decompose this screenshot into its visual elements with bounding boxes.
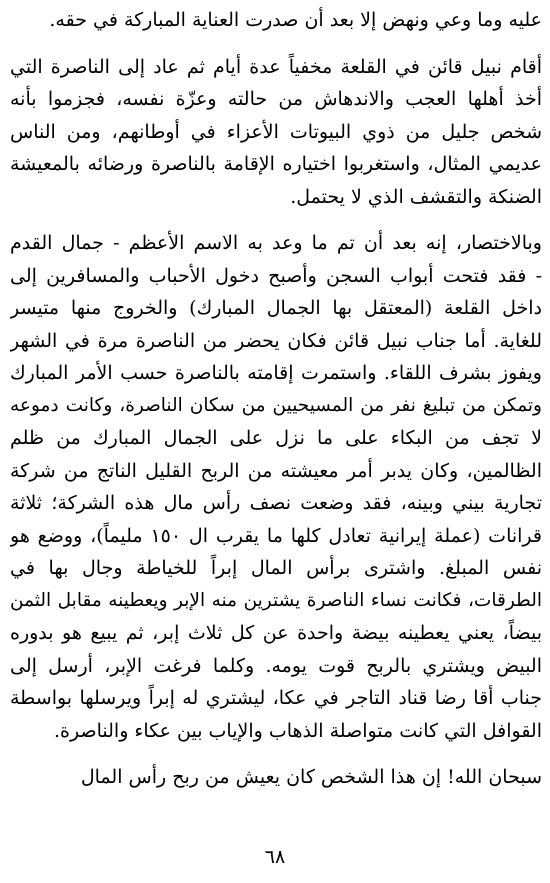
text-line: داخل القلعة (المعتقل بها الجمال المبارك) والخروج منها متيسر — [10, 297, 542, 319]
page-number: ٦٨ — [264, 846, 286, 868]
paragraph-spacer — [10, 213, 542, 227]
text-line: الظالمين، وكان يدبر أمر معيشته من الربح القليل الناتج من شركة — [10, 459, 542, 482]
text-line: جناب أقا رضا قناد التاجر في عكا، ليشتري له إبراً ويرسلها بواسطة — [10, 687, 542, 709]
text-line: قرانات (عملة إيرانية تعادل كلها ما يقرب ال ١٥٠ مليماً)، ووضع هو — [10, 524, 542, 547]
paragraph-2 — [10, 51, 542, 214]
text-line: القوافل التي كانت متواصلة الذهاب والإياب بين عكاء والناصرة. — [54, 719, 542, 742]
text-line: عليه وما وعي ونهض إلا بعد أن صدرت العناية المباركة في حقه. — [49, 9, 542, 31]
text-line: أخذ أهلها العجب والاندهاش من حالته وعزّة نفسه، فجزموا بأنه — [10, 88, 542, 110]
text-line: الطرقات، فكانت نساء الناصرة يشترين منه الإبر ويعطينه مقابل الثمن — [10, 589, 542, 611]
text-line: عديمي المثال، واستغربوا اختياره الإقامة بالناصرة ورضائه بالمعيشة — [10, 153, 542, 175]
paragraph-4 — [10, 761, 542, 794]
text-line: للغاية. أما جناب نبيل قائن فكان يحضر من الناصرة مرة في الشهر — [10, 329, 542, 352]
text-line: تجارية بيني وبينه، فقد وضعت نصف رأس مال هذه الشركة؛ ثلاثة — [10, 492, 542, 514]
text-line: وبالاختصار، إنه بعد أن تم ما وعد به الاسم الأعظم - جمال القدم — [10, 232, 542, 254]
text-line: لا تجف من البكاء على ما نزل على الجمال المبارك من ظلم — [10, 427, 542, 449]
text-line: شخص جليل من ذوي البيوتات الأعزاء في أوطانهم، ومن الناس — [10, 120, 542, 143]
text-line: سبحان الله! إن هذا الشخص كان يعيش من ربح رأس المال — [80, 766, 542, 788]
text-line: وتمكن من تبليغ نفر من المسيحيين من سكان الناصرة، وكانت دموعه — [10, 394, 542, 416]
text-line: بيضاً، يعني يعطينه بيضة واحدة عن كل ثلاث إبر، ثم يبيع هو بدوره — [10, 622, 542, 644]
text-line: البيض ويشتري بالربح قوت يومه. وكلما فرغت الإبر، أرسل إلى — [10, 654, 542, 677]
paragraph-3 — [10, 227, 542, 747]
text-line: أقام نبيل قائن في القلعة مخفياً عدة أيام ثم عاد إلى الناصرة التي — [10, 55, 542, 78]
paragraph-spacer — [10, 747, 542, 761]
text-line: الضنكة والتقشف الذي لا يحتمل. — [290, 185, 542, 208]
text-line: - فقد فتحت أبواب السجن وأصبح دخول الأحباب والمسافرين إلى — [10, 264, 542, 287]
paragraph-spacer — [10, 37, 542, 51]
text-line: ويفوز بشرف اللقاء. واستمرت إقامته بالناصرة حسب الأمر المبارك — [10, 362, 542, 384]
paragraph-1 — [10, 4, 542, 37]
text-line: نفس المبلغ. واشترى برأس المال إبراً للخياطة وجال بها في — [10, 557, 542, 579]
